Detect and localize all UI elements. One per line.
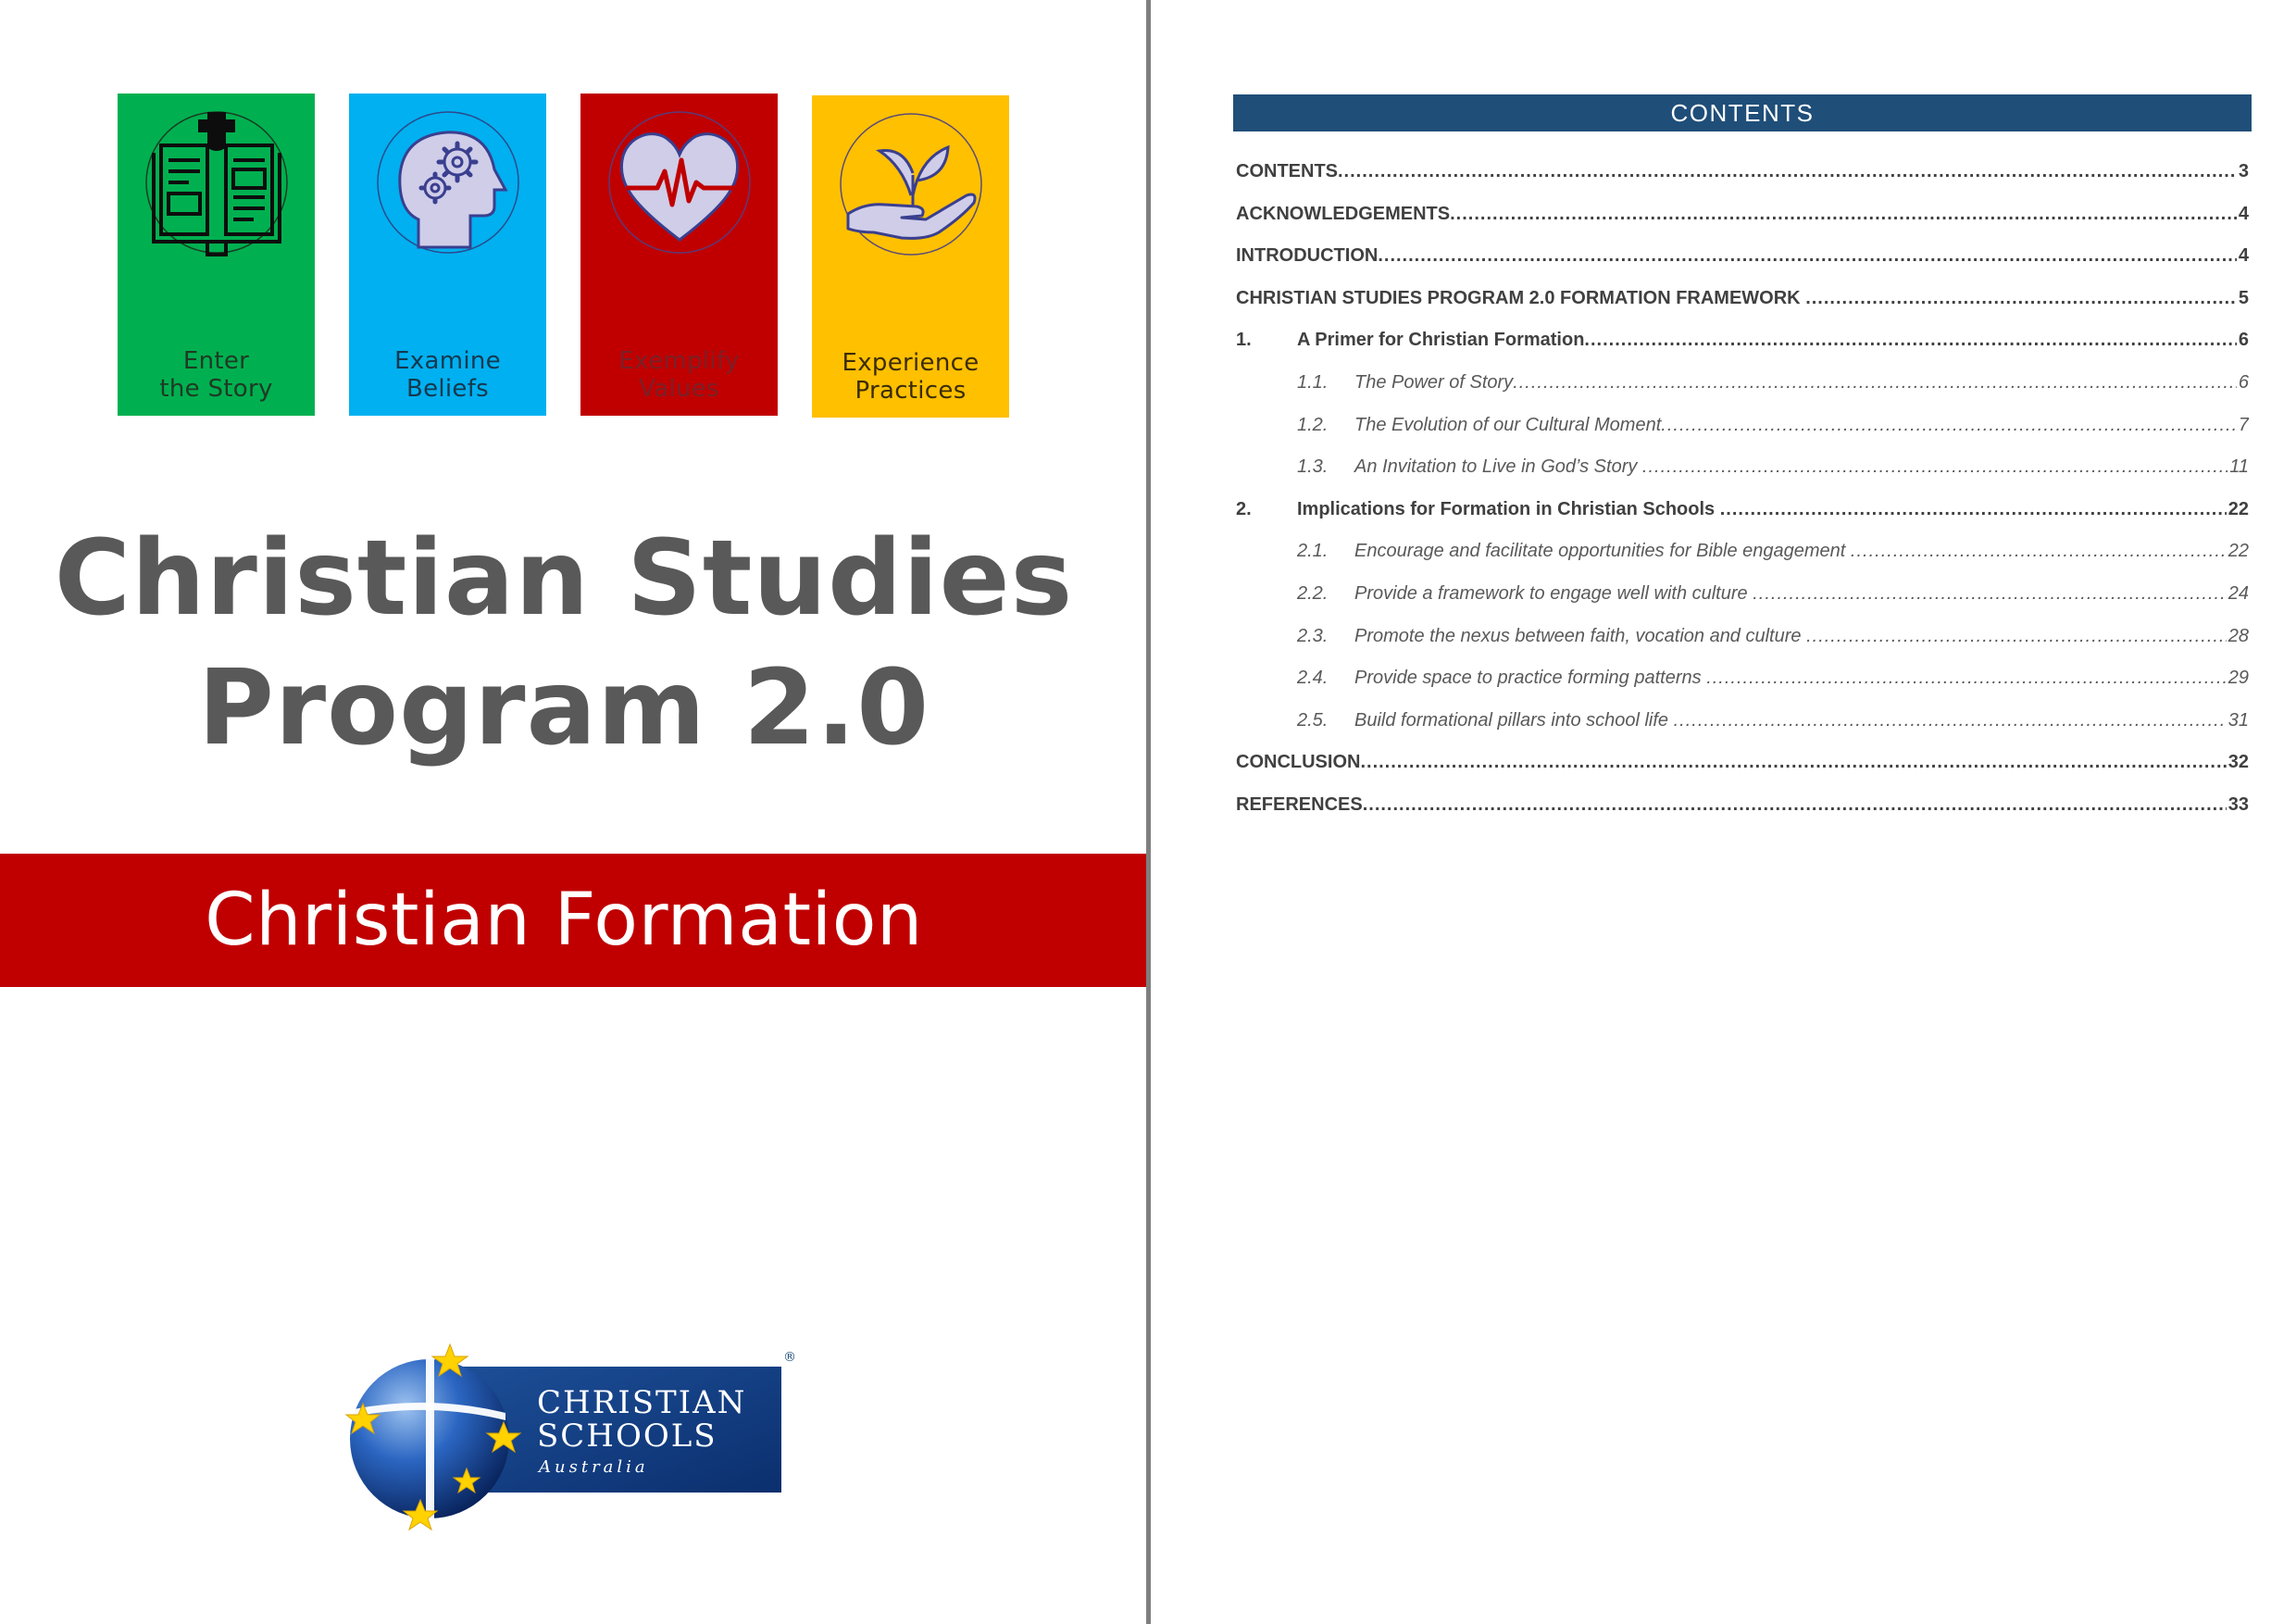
toc-title: Build formational pillars into school life — [1354, 709, 1674, 731]
toc-title: The Power of Story — [1354, 371, 1514, 393]
toc-page-number: 33 — [2227, 793, 2249, 815]
toc-entry[interactable] — [1236, 369, 2249, 411]
pillar-label: Exemplify Values — [618, 347, 740, 403]
toc-entry[interactable] — [1236, 664, 2249, 706]
pillar-label: Enter the Story — [159, 347, 273, 403]
hand-sprout-icon — [837, 110, 985, 258]
toc-page-number: 4 — [2238, 203, 2249, 224]
contents-heading: CONTENTS — [1233, 94, 2252, 131]
toc-title: INTRODUCTION — [1236, 245, 1379, 267]
toc-page-number: 6 — [2238, 371, 2249, 393]
pillar-label: Experience Practices — [842, 349, 980, 405]
toc-leader — [1806, 622, 2227, 650]
toc-number: 2. — [1236, 498, 1252, 519]
cover-title — [0, 514, 1128, 773]
toc-entry[interactable] — [1236, 580, 2249, 622]
toc-page-number: 3 — [2238, 161, 2249, 181]
toc-number: 1.2. — [1297, 414, 1329, 435]
toc-page-number: 22 — [2227, 541, 2249, 562]
toc-title: An Invitation to Live in God’s Story — [1354, 456, 1642, 478]
toc-page-number: 29 — [2227, 668, 2249, 689]
contents-page — [1151, 0, 2296, 1624]
bible-cross-icon — [143, 108, 291, 256]
pillar-label: Examine Beliefs — [394, 347, 501, 403]
toc-page-number: 7 — [2238, 414, 2249, 435]
toc-entry[interactable] — [1236, 284, 2249, 327]
head-gears-icon — [374, 108, 522, 256]
toc-entry[interactable] — [1236, 748, 2249, 791]
pillar-enter-the-story — [118, 94, 315, 416]
toc-title: A Primer for Christian Formation — [1297, 330, 1585, 351]
toc-title: Encourage and facilitate opportunities for Bible engagement — [1354, 541, 1851, 562]
pillar-exemplify-values — [580, 94, 778, 416]
logo-text-line: Australia — [539, 1457, 649, 1477]
toc-entry[interactable] — [1236, 242, 2249, 284]
toc-title: REFERENCES — [1236, 793, 1363, 815]
toc-entry[interactable] — [1236, 706, 2249, 749]
table-of-contents — [1236, 157, 2249, 833]
toc-entry[interactable] — [1236, 411, 2249, 454]
toc-number: 2.2. — [1297, 582, 1329, 604]
toc-entry[interactable] — [1236, 326, 2249, 369]
toc-leader — [1851, 537, 2227, 565]
toc-leader — [1360, 748, 2226, 776]
toc-leader — [1584, 326, 2236, 354]
christian-schools-australia-logo — [341, 1333, 804, 1537]
toc-page-number: 28 — [2227, 625, 2249, 646]
pillar-examine-beliefs — [349, 94, 546, 416]
toc-entry[interactable] — [1236, 495, 2249, 538]
toc-number: 2.5. — [1297, 709, 1329, 731]
toc-title: Promote the nexus between faith, vocation and culture — [1354, 625, 1807, 646]
toc-page-number: 24 — [2227, 582, 2249, 604]
toc-leader — [1338, 157, 2237, 185]
toc-entry[interactable] — [1236, 200, 2249, 243]
toc-page-number: 22 — [2227, 498, 2249, 519]
subtitle-banner — [0, 854, 1148, 987]
toc-title: The Evolution of our Cultural Moment — [1354, 414, 1662, 435]
toc-number: 2.3. — [1297, 625, 1329, 646]
banner-text: Christian Formation — [205, 879, 923, 962]
logo-text-line: SCHOOLS — [537, 1418, 718, 1455]
toc-entry[interactable] — [1236, 791, 2249, 833]
logo-text-line: CHRISTIAN — [537, 1384, 747, 1421]
toc-title: Implications for Formation in Christian Schools — [1297, 498, 1720, 519]
toc-leader — [1661, 411, 2237, 439]
toc-number: 1.3. — [1297, 456, 1329, 478]
toc-title: CONCLUSION — [1236, 752, 1361, 773]
toc-number: 2.1. — [1297, 541, 1329, 562]
toc-leader — [1642, 453, 2227, 481]
registered-mark: ® — [783, 1350, 796, 1365]
toc-leader — [1674, 706, 2227, 734]
toc-leader — [1753, 580, 2227, 607]
toc-number: 2.4. — [1297, 668, 1329, 689]
toc-title: CONTENTS — [1236, 161, 1338, 181]
cover-title-line: Christian Studies — [54, 518, 1074, 639]
toc-leader — [1706, 664, 2227, 692]
toc-leader — [1363, 791, 2227, 818]
toc-page-number: 11 — [2229, 456, 2249, 478]
toc-page-number: 6 — [2238, 330, 2249, 351]
toc-title: CHRISTIAN STUDIES PROGRAM 2.0 FORMATION FRAMEWORK — [1236, 287, 1806, 308]
toc-title: Provide space to practice forming patterns — [1354, 668, 1707, 689]
toc-leader — [1513, 369, 2237, 396]
toc-page-number: 5 — [2238, 287, 2249, 308]
toc-page-number: 32 — [2227, 752, 2249, 773]
toc-title: ACKNOWLEDGEMENTS — [1236, 203, 1451, 224]
pillar-experience-practices — [812, 95, 1009, 418]
toc-leader — [1378, 242, 2237, 269]
toc-page-number: 31 — [2227, 709, 2249, 731]
toc-page-number: 4 — [2238, 245, 2249, 267]
toc-leader — [1805, 284, 2237, 312]
toc-entry[interactable] — [1236, 453, 2249, 495]
toc-number: 1. — [1236, 330, 1252, 351]
toc-leader — [1450, 200, 2237, 228]
toc-title: Provide a framework to engage well with culture — [1354, 582, 1753, 604]
cover-title-line: Program 2.0 — [197, 648, 930, 768]
toc-entry[interactable] — [1236, 537, 2249, 580]
heart-pulse-icon — [605, 108, 754, 256]
toc-entry[interactable] — [1236, 157, 2249, 200]
toc-entry[interactable] — [1236, 622, 2249, 665]
toc-number: 1.1. — [1297, 371, 1329, 393]
toc-leader — [1720, 495, 2227, 523]
